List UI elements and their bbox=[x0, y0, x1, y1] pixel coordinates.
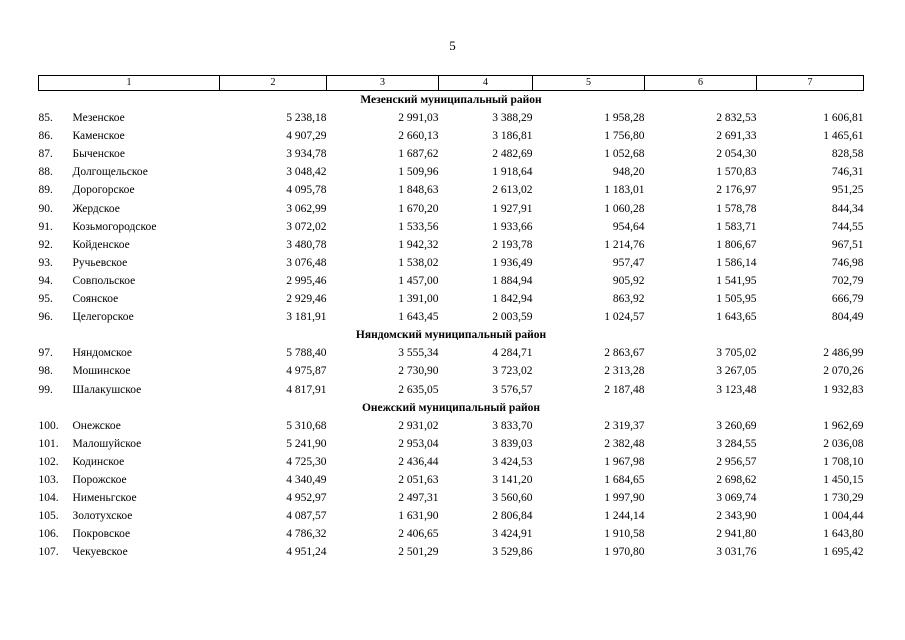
table-row bbox=[39, 507, 864, 525]
settlement-name: Онежское bbox=[72, 419, 121, 432]
value-cell: 3 260,69 bbox=[716, 419, 757, 432]
value-cell: 905,92 bbox=[612, 274, 645, 287]
value-cell: 2 193,78 bbox=[492, 238, 533, 251]
row-number: 101. bbox=[38, 437, 59, 450]
value-cell: 1 958,28 bbox=[604, 112, 645, 125]
column-header: 6 bbox=[645, 76, 757, 91]
settlement-name: Быченское bbox=[72, 148, 125, 161]
value-cell: 951,25 bbox=[831, 184, 864, 197]
value-cell: 2 635,05 bbox=[398, 383, 439, 396]
value-cell: 2 343,90 bbox=[716, 510, 757, 523]
column-header: 4 bbox=[439, 76, 533, 91]
row-number: 87. bbox=[38, 148, 53, 161]
section-heading-row bbox=[39, 91, 864, 110]
data-table bbox=[38, 75, 864, 561]
value-cell: 1 533,56 bbox=[398, 220, 439, 233]
value-cell: 1 884,94 bbox=[492, 274, 533, 287]
value-cell: 804,49 bbox=[831, 311, 864, 324]
table-row bbox=[39, 471, 864, 489]
value-cell: 1 631,90 bbox=[398, 510, 439, 523]
value-cell: 2 698,62 bbox=[716, 473, 757, 486]
value-cell: 746,31 bbox=[831, 166, 864, 179]
row-number: 88. bbox=[38, 166, 53, 179]
value-cell: 2 382,48 bbox=[604, 437, 645, 450]
table-row bbox=[39, 381, 864, 399]
value-cell: 2 953,04 bbox=[398, 437, 439, 450]
value-cell: 1 708,10 bbox=[823, 455, 864, 468]
settlement-name: Дорогорское bbox=[72, 184, 135, 197]
section-title: Няндомский муниципальный район bbox=[355, 329, 547, 342]
settlement-cell bbox=[39, 181, 220, 199]
value-cell: 3 123,48 bbox=[716, 383, 757, 396]
value-cell: 4 087,57 bbox=[286, 510, 327, 523]
settlement-cell bbox=[39, 145, 220, 163]
settlement-cell bbox=[39, 381, 220, 399]
section-title: Мезенский муниципальный район bbox=[360, 94, 542, 106]
value-cell: 967,51 bbox=[831, 238, 864, 251]
value-cell: 746,98 bbox=[831, 256, 864, 269]
table-row bbox=[39, 525, 864, 543]
value-cell: 2 070,26 bbox=[823, 365, 864, 378]
value-cell: 1 933,66 bbox=[492, 220, 533, 233]
value-cell: 2 832,53 bbox=[716, 112, 757, 125]
value-cell: 4 975,87 bbox=[286, 365, 327, 378]
value-cell: 2 691,33 bbox=[716, 130, 757, 143]
page-number: 5 bbox=[449, 38, 456, 53]
settlement-name: Койденское bbox=[72, 238, 130, 251]
row-number: 96. bbox=[38, 311, 53, 324]
value-cell: 1 570,83 bbox=[716, 166, 757, 179]
settlement-cell bbox=[39, 272, 220, 290]
settlement-name: Козьмогородское bbox=[72, 220, 157, 233]
value-cell: 1 450,15 bbox=[823, 473, 864, 486]
table-row bbox=[39, 489, 864, 507]
settlement-name: Жердское bbox=[72, 202, 120, 215]
table-row bbox=[39, 200, 864, 218]
table-row bbox=[39, 109, 864, 127]
section-title: Онежский муниципальный район bbox=[361, 401, 540, 414]
value-cell: 1 970,80 bbox=[604, 546, 645, 559]
settlement-cell bbox=[39, 127, 220, 145]
settlement-cell bbox=[39, 453, 220, 471]
value-cell: 1 538,02 bbox=[398, 256, 439, 269]
value-cell: 3 267,05 bbox=[716, 365, 757, 378]
value-cell: 948,20 bbox=[612, 166, 645, 179]
row-number: 103. bbox=[38, 473, 59, 486]
value-cell: 744,55 bbox=[831, 220, 864, 233]
value-cell: 4 817,91 bbox=[286, 383, 327, 396]
settlement-cell bbox=[39, 525, 220, 543]
value-cell: 1 684,65 bbox=[604, 473, 645, 486]
row-number: 104. bbox=[38, 492, 59, 505]
row-number: 95. bbox=[38, 293, 53, 306]
value-cell: 3 141,20 bbox=[492, 473, 533, 486]
value-cell: 1 541,95 bbox=[716, 274, 757, 287]
value-cell: 3 934,78 bbox=[286, 148, 327, 161]
table-row bbox=[39, 344, 864, 362]
value-cell: 1 687,62 bbox=[398, 148, 439, 161]
value-cell: 1 457,00 bbox=[398, 274, 439, 287]
value-cell: 3 723,02 bbox=[492, 365, 533, 378]
value-cell: 4 952,97 bbox=[286, 492, 327, 505]
value-cell: 4 951,24 bbox=[286, 546, 327, 559]
value-cell: 1 670,20 bbox=[398, 202, 439, 215]
row-number: 106. bbox=[38, 528, 59, 541]
value-cell: 3 048,42 bbox=[286, 166, 327, 179]
value-cell: 3 424,91 bbox=[492, 528, 533, 541]
value-cell: 2 436,44 bbox=[398, 455, 439, 468]
value-cell: 1 643,80 bbox=[823, 528, 864, 541]
value-cell: 1 730,29 bbox=[823, 492, 864, 505]
value-cell: 3 576,57 bbox=[492, 383, 533, 396]
column-header: 3 bbox=[327, 76, 439, 91]
value-cell: 5 788,40 bbox=[286, 347, 327, 360]
value-cell: 1 583,71 bbox=[716, 220, 757, 233]
value-cell: 2 806,84 bbox=[492, 510, 533, 523]
value-cell: 2 319,37 bbox=[604, 419, 645, 432]
row-number: 90. bbox=[38, 202, 53, 215]
value-cell: 3 076,48 bbox=[286, 256, 327, 269]
value-cell: 3 069,74 bbox=[716, 492, 757, 505]
value-cell: 2 956,57 bbox=[716, 455, 757, 468]
settlement-name: Долгощельское bbox=[72, 166, 148, 179]
value-cell: 702,79 bbox=[831, 274, 864, 287]
settlement-name: Кодинское bbox=[72, 455, 125, 468]
settlement-name: Каменское bbox=[72, 130, 125, 143]
value-cell: 3 555,34 bbox=[398, 347, 439, 360]
value-cell: 3 186,81 bbox=[492, 130, 533, 143]
value-cell: 1 465,61 bbox=[823, 130, 864, 143]
settlement-cell bbox=[39, 471, 220, 489]
value-cell: 2 613,02 bbox=[492, 184, 533, 197]
value-cell: 1 509,96 bbox=[398, 166, 439, 179]
column-header: 7 bbox=[757, 76, 864, 91]
table-row bbox=[39, 290, 864, 308]
value-cell: 3 072,02 bbox=[286, 220, 327, 233]
value-cell: 1 997,90 bbox=[604, 492, 645, 505]
value-cell: 3 388,29 bbox=[492, 112, 533, 125]
value-cell: 1 643,65 bbox=[716, 311, 757, 324]
value-cell: 1 695,42 bbox=[823, 546, 864, 559]
settlement-cell bbox=[39, 290, 220, 308]
value-cell: 2 497,31 bbox=[398, 492, 439, 505]
value-cell: 1 586,14 bbox=[716, 256, 757, 269]
value-cell: 1 942,32 bbox=[398, 238, 439, 251]
row-number: 98. bbox=[38, 365, 53, 378]
settlement-cell bbox=[39, 163, 220, 181]
value-cell: 2 054,30 bbox=[716, 148, 757, 161]
settlement-cell bbox=[39, 308, 220, 326]
table-row bbox=[39, 236, 864, 254]
value-cell: 1 932,83 bbox=[823, 383, 864, 396]
table-row bbox=[39, 362, 864, 380]
value-cell: 2 995,46 bbox=[286, 274, 327, 287]
value-cell: 3 181,91 bbox=[286, 311, 327, 324]
row-number: 93. bbox=[38, 256, 53, 269]
value-cell: 2 406,65 bbox=[398, 528, 439, 541]
settlement-name: Целегорское bbox=[72, 311, 134, 324]
value-cell: 1 391,00 bbox=[398, 293, 439, 306]
value-cell: 1 842,94 bbox=[492, 293, 533, 306]
value-cell: 957,47 bbox=[612, 256, 645, 269]
value-cell: 2 863,67 bbox=[604, 347, 645, 360]
value-cell: 1 060,28 bbox=[604, 202, 645, 215]
value-cell: 2 991,03 bbox=[398, 112, 439, 125]
settlement-cell bbox=[39, 435, 220, 453]
table-row bbox=[39, 127, 864, 145]
value-cell: 2 660,13 bbox=[398, 130, 439, 143]
settlement-cell bbox=[39, 543, 220, 561]
row-number: 105. bbox=[38, 510, 59, 523]
section-heading-row bbox=[39, 399, 864, 417]
settlement-name: Мошинское bbox=[72, 365, 131, 378]
value-cell: 3 284,55 bbox=[716, 437, 757, 450]
value-cell: 1 505,95 bbox=[716, 293, 757, 306]
value-cell: 2 482,69 bbox=[492, 148, 533, 161]
row-number: 85. bbox=[38, 112, 53, 125]
value-cell: 5 310,68 bbox=[286, 419, 327, 432]
table-body bbox=[39, 91, 864, 562]
row-number: 94. bbox=[38, 274, 53, 287]
value-cell: 4 786,32 bbox=[286, 528, 327, 541]
row-number: 99. bbox=[38, 383, 53, 396]
column-header: 5 bbox=[533, 76, 645, 91]
row-number: 89. bbox=[38, 184, 53, 197]
settlement-name: Золотухское bbox=[72, 510, 133, 523]
value-cell: 3 062,99 bbox=[286, 202, 327, 215]
value-cell: 1 967,98 bbox=[604, 455, 645, 468]
value-cell: 1 918,64 bbox=[492, 166, 533, 179]
settlement-cell bbox=[39, 507, 220, 525]
settlement-name: Ручьевское bbox=[72, 256, 128, 269]
table-row bbox=[39, 163, 864, 181]
row-number: 107. bbox=[38, 546, 59, 559]
value-cell: 2 501,29 bbox=[398, 546, 439, 559]
value-cell: 954,64 bbox=[612, 220, 645, 233]
value-cell: 1 024,57 bbox=[604, 311, 645, 324]
value-cell: 4 284,71 bbox=[492, 347, 533, 360]
settlement-name: Шалакушское bbox=[72, 383, 142, 396]
settlement-name: Покровское bbox=[72, 528, 131, 541]
table-row bbox=[39, 453, 864, 471]
value-cell: 2 003,59 bbox=[492, 311, 533, 324]
value-cell: 2 929,46 bbox=[286, 293, 327, 306]
value-cell: 666,79 bbox=[831, 293, 864, 306]
row-number: 100. bbox=[38, 419, 59, 432]
table-row bbox=[39, 145, 864, 163]
settlement-cell bbox=[39, 417, 220, 435]
value-cell: 4 725,30 bbox=[286, 455, 327, 468]
value-cell: 3 031,76 bbox=[716, 546, 757, 559]
value-cell: 828,58 bbox=[831, 148, 864, 161]
value-cell: 1 244,14 bbox=[604, 510, 645, 523]
settlement-name: Совпольское bbox=[72, 274, 136, 287]
row-number: 86. bbox=[38, 130, 53, 143]
settlement-cell bbox=[39, 254, 220, 272]
value-cell: 1 052,68 bbox=[604, 148, 645, 161]
value-cell: 1 936,49 bbox=[492, 256, 533, 269]
value-cell: 863,92 bbox=[612, 293, 645, 306]
value-cell: 1 806,67 bbox=[716, 238, 757, 251]
value-cell: 5 241,90 bbox=[286, 437, 327, 450]
value-cell: 1 606,81 bbox=[823, 112, 864, 125]
value-cell: 3 480,78 bbox=[286, 238, 327, 251]
table-row bbox=[39, 218, 864, 236]
value-cell: 2 051,63 bbox=[398, 473, 439, 486]
settlement-name: Чекуевское bbox=[72, 546, 128, 559]
value-cell: 1 910,58 bbox=[604, 528, 645, 541]
value-cell: 3 560,60 bbox=[492, 492, 533, 505]
table-row bbox=[39, 181, 864, 199]
value-cell: 1 578,78 bbox=[716, 202, 757, 215]
section-heading-row bbox=[39, 326, 864, 344]
table-row bbox=[39, 435, 864, 453]
value-cell: 2 730,90 bbox=[398, 365, 439, 378]
settlement-name: Няндомское bbox=[72, 347, 133, 360]
value-cell: 2 486,99 bbox=[823, 347, 864, 360]
column-header-row bbox=[39, 76, 864, 91]
value-cell: 3 833,70 bbox=[492, 419, 533, 432]
value-cell: 2 313,28 bbox=[604, 365, 645, 378]
value-cell: 844,34 bbox=[831, 202, 864, 215]
settlement-cell bbox=[39, 236, 220, 254]
column-header: 2 bbox=[220, 76, 327, 91]
table-row bbox=[39, 543, 864, 561]
value-cell: 2 036,08 bbox=[823, 437, 864, 450]
settlement-cell bbox=[39, 362, 220, 380]
value-cell: 1 848,63 bbox=[398, 184, 439, 197]
row-number: 91. bbox=[38, 220, 53, 233]
value-cell: 4 095,78 bbox=[286, 184, 327, 197]
value-cell: 2 187,48 bbox=[604, 383, 645, 396]
value-cell: 3 529,86 bbox=[492, 546, 533, 559]
value-cell: 5 238,18 bbox=[286, 112, 327, 125]
value-cell: 1 004,44 bbox=[823, 510, 864, 523]
value-cell: 3 839,03 bbox=[492, 437, 533, 450]
settlement-cell bbox=[39, 489, 220, 507]
settlement-name: Порожское bbox=[72, 473, 127, 486]
settlement-name: Малошуйское bbox=[72, 437, 142, 450]
table-row bbox=[39, 254, 864, 272]
settlement-name: Нименьгское bbox=[72, 492, 137, 505]
settlement-cell bbox=[39, 218, 220, 236]
value-cell: 1 214,76 bbox=[604, 238, 645, 251]
value-cell: 3 424,53 bbox=[492, 455, 533, 468]
row-number: 92. bbox=[38, 238, 53, 251]
row-number: 97. bbox=[38, 347, 53, 360]
value-cell: 2 931,02 bbox=[398, 419, 439, 432]
value-cell: 4 340,49 bbox=[286, 473, 327, 486]
value-cell: 3 705,02 bbox=[716, 347, 757, 360]
value-cell: 1 756,80 bbox=[604, 130, 645, 143]
settlement-cell bbox=[39, 344, 220, 362]
table-row bbox=[39, 308, 864, 326]
settlement-cell bbox=[39, 200, 220, 218]
value-cell: 2 941,80 bbox=[716, 528, 757, 541]
table-row bbox=[39, 272, 864, 290]
value-cell: 2 176,97 bbox=[716, 184, 757, 197]
value-cell: 1 183,01 bbox=[604, 184, 645, 197]
settlement-name: Мезенское bbox=[72, 112, 125, 125]
value-cell: 1 962,69 bbox=[823, 419, 864, 432]
settlement-name: Соянское bbox=[72, 293, 119, 306]
row-number: 102. bbox=[38, 455, 59, 468]
settlement-cell bbox=[39, 109, 220, 127]
value-cell: 1 643,45 bbox=[398, 311, 439, 324]
value-cell: 4 907,29 bbox=[286, 130, 327, 143]
value-cell: 1 927,91 bbox=[492, 202, 533, 215]
column-header: 1 bbox=[39, 76, 220, 91]
table-row bbox=[39, 417, 864, 435]
